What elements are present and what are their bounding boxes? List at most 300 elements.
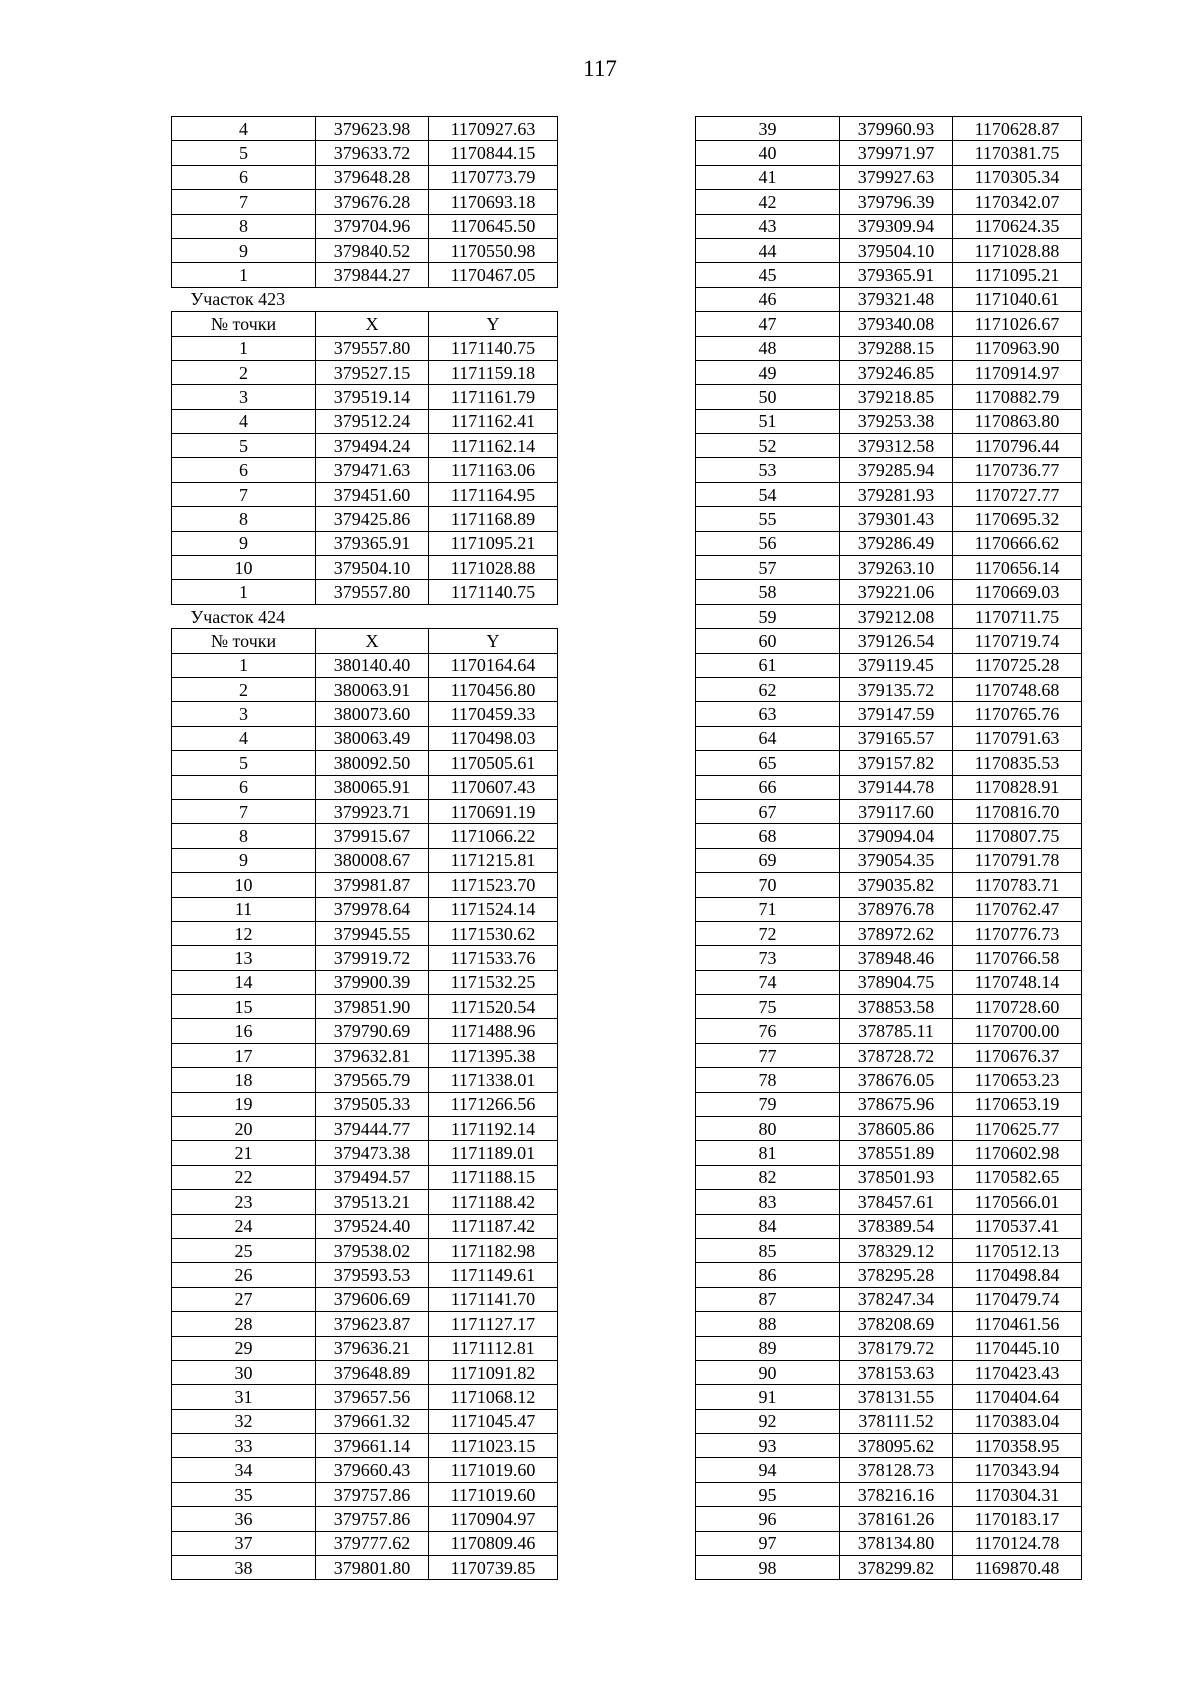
x-coordinate-cell: 379365.91 [840,263,953,287]
x-coordinate-cell: 379340.08 [840,312,953,336]
table-row [696,1556,1082,1580]
point-number-cell: 3 [172,385,316,409]
point-number-cell: 51 [696,409,840,433]
table-row [172,653,558,677]
y-coordinate-cell: 1170863.80 [953,409,1082,433]
table-row [172,458,558,482]
table-row [696,775,1082,799]
point-number-cell: 35 [172,1482,316,1506]
point-number-cell: 81 [696,1141,840,1165]
point-number-cell: 93 [696,1434,840,1458]
table-row [696,1287,1082,1311]
point-number-cell: 9 [172,238,316,262]
point-number-cell: 61 [696,653,840,677]
y-coordinate-cell: 1170693.18 [429,190,558,214]
x-coordinate-cell: 379451.60 [316,482,429,506]
y-coordinate-cell: 1170445.10 [953,1336,1082,1360]
table-row [696,1336,1082,1360]
x-coordinate-cell: 379519.14 [316,385,429,409]
y-coordinate-cell: 1171533.76 [429,946,558,970]
y-coordinate-cell: 1171532.25 [429,970,558,994]
x-coordinate-cell: 379557.80 [316,580,429,604]
y-coordinate-cell: 1170512.13 [953,1238,1082,1262]
x-coordinate-cell: 380008.67 [316,848,429,872]
table-row [172,1019,558,1043]
y-coordinate-cell: 1170766.58 [953,946,1082,970]
header-point-number-cell: № точки [172,312,316,336]
point-number-cell: 1 [172,263,316,287]
point-number-cell: 78 [696,1068,840,1092]
y-coordinate-cell: 1171159.18 [429,360,558,384]
table-row [696,604,1082,628]
x-coordinate-cell: 379494.24 [316,434,429,458]
x-coordinate-cell: 378728.72 [840,1043,953,1067]
table-row [172,1287,558,1311]
table-row [172,1409,558,1433]
table-row [696,434,1082,458]
point-number-cell: 7 [172,799,316,823]
point-number-cell: 10 [172,873,316,897]
table-row [696,824,1082,848]
table-row [696,1019,1082,1043]
y-coordinate-cell: 1170164.64 [429,653,558,677]
table-row [696,214,1082,238]
y-coordinate-cell: 1170343.94 [953,1458,1082,1482]
point-number-cell: 11 [172,897,316,921]
y-coordinate-cell: 1171066.22 [429,824,558,848]
y-coordinate-cell: 1170582.65 [953,1165,1082,1189]
point-number-cell: 37 [172,1531,316,1555]
point-number-cell: 80 [696,1117,840,1141]
x-coordinate-cell: 379126.54 [840,629,953,653]
table-row [172,751,558,775]
y-coordinate-cell: 1171188.42 [429,1190,558,1214]
x-coordinate-cell: 379035.82 [840,873,953,897]
table-row [696,312,1082,336]
y-coordinate-cell: 1170796.44 [953,434,1082,458]
y-coordinate-cell: 1170358.95 [953,1434,1082,1458]
point-number-cell: 83 [696,1190,840,1214]
table-row [696,141,1082,165]
y-coordinate-cell: 1171164.95 [429,482,558,506]
y-coordinate-cell: 1171068.12 [429,1385,558,1409]
y-coordinate-cell: 1171112.81 [429,1336,558,1360]
x-coordinate-cell: 379960.93 [840,117,953,141]
x-coordinate-cell: 380065.91 [316,775,429,799]
x-coordinate-cell: 379309.94 [840,214,953,238]
point-number-cell: 63 [696,702,840,726]
table-row [172,726,558,750]
point-number-cell: 48 [696,336,840,360]
y-coordinate-cell: 1170628.87 [953,117,1082,141]
x-coordinate-cell: 378551.89 [840,1141,953,1165]
table-row [696,1141,1082,1165]
y-coordinate-cell: 1170809.46 [429,1531,558,1555]
y-coordinate-cell: 1171523.70 [429,873,558,897]
x-coordinate-cell: 379212.08 [840,604,953,628]
point-number-cell: 67 [696,799,840,823]
x-coordinate-cell: 380063.49 [316,726,429,750]
point-number-cell: 64 [696,726,840,750]
y-coordinate-cell: 1170700.00 [953,1019,1082,1043]
x-coordinate-cell: 378329.12 [840,1238,953,1262]
table-row [172,1190,558,1214]
table-row [696,677,1082,701]
y-coordinate-cell: 1170505.61 [429,751,558,775]
point-number-cell: 43 [696,214,840,238]
y-coordinate-cell: 1171338.01 [429,1068,558,1092]
point-number-cell: 32 [172,1409,316,1433]
y-coordinate-cell: 1171163.06 [429,458,558,482]
y-coordinate-cell: 1170736.77 [953,458,1082,482]
table-row [696,1117,1082,1141]
table-row [696,336,1082,360]
y-coordinate-cell: 1170914.97 [953,360,1082,384]
y-coordinate-cell: 1170963.90 [953,336,1082,360]
table-row [172,897,558,921]
table-row [696,458,1082,482]
x-coordinate-cell: 379777.62 [316,1531,429,1555]
table-row [696,360,1082,384]
x-coordinate-cell: 379444.77 [316,1117,429,1141]
y-coordinate-cell: 1171395.38 [429,1043,558,1067]
x-coordinate-cell: 379527.15 [316,360,429,384]
point-number-cell: 16 [172,1019,316,1043]
section-title: Участок 423 [190,289,286,310]
y-coordinate-cell: 1170645.50 [429,214,558,238]
point-number-cell: 59 [696,604,840,628]
y-coordinate-cell: 1170765.76 [953,702,1082,726]
y-coordinate-cell: 1171192.14 [429,1117,558,1141]
y-coordinate-cell: 1170695.32 [953,507,1082,531]
x-coordinate-cell: 379094.04 [840,824,953,848]
y-coordinate-cell: 1170304.31 [953,1482,1082,1506]
x-coordinate-cell: 379927.63 [840,165,953,189]
y-coordinate-cell: 1170791.63 [953,726,1082,750]
point-number-cell: 9 [172,848,316,872]
section-title-row [172,604,558,628]
table-row [172,1165,558,1189]
point-number-cell: 85 [696,1238,840,1262]
x-coordinate-cell: 378501.93 [840,1165,953,1189]
point-number-cell: 38 [172,1556,316,1580]
point-number-cell: 94 [696,1458,840,1482]
point-number-cell: 55 [696,507,840,531]
x-coordinate-cell: 379919.72 [316,946,429,970]
table-row [696,1312,1082,1336]
y-coordinate-cell: 1170467.05 [429,263,558,287]
x-coordinate-cell: 379281.93 [840,482,953,506]
y-coordinate-cell: 1170666.62 [953,531,1082,555]
point-number-cell: 30 [172,1360,316,1384]
table-row [696,1409,1082,1433]
point-number-cell: 4 [172,409,316,433]
point-number-cell: 25 [172,1238,316,1262]
table-row [172,531,558,555]
x-coordinate-cell: 379704.96 [316,214,429,238]
x-coordinate-cell: 378904.75 [840,970,953,994]
x-coordinate-cell: 378095.62 [840,1434,953,1458]
table-row [696,1482,1082,1506]
x-coordinate-cell: 379636.21 [316,1336,429,1360]
y-coordinate-cell: 1170498.84 [953,1263,1082,1287]
table-row [696,751,1082,775]
x-coordinate-cell: 379790.69 [316,1019,429,1043]
table-row [696,995,1082,1019]
table-row [172,995,558,1019]
point-number-cell: 42 [696,190,840,214]
point-number-cell: 70 [696,873,840,897]
x-coordinate-cell: 379505.33 [316,1092,429,1116]
point-number-cell: 4 [172,117,316,141]
y-coordinate-cell: 1170711.75 [953,604,1082,628]
table-row [172,190,558,214]
y-coordinate-cell: 1170656.14 [953,556,1082,580]
table-row [696,946,1082,970]
table-row [172,1092,558,1116]
y-coordinate-cell: 1170381.75 [953,141,1082,165]
point-number-cell: 18 [172,1068,316,1092]
table-row [696,263,1082,287]
y-coordinate-cell: 1171182.98 [429,1238,558,1262]
point-number-cell: 2 [172,360,316,384]
x-coordinate-cell: 378948.46 [840,946,953,970]
table-row [696,726,1082,750]
point-number-cell: 24 [172,1214,316,1238]
x-coordinate-cell: 379513.21 [316,1190,429,1214]
y-coordinate-cell: 1170653.23 [953,1068,1082,1092]
table-row [172,507,558,531]
x-coordinate-cell: 379494.57 [316,1165,429,1189]
x-coordinate-cell: 379632.81 [316,1043,429,1067]
y-coordinate-cell: 1171488.96 [429,1019,558,1043]
point-number-cell: 9 [172,531,316,555]
table-header-row [172,629,558,653]
x-coordinate-cell: 379676.28 [316,190,429,214]
y-coordinate-cell: 1171141.70 [429,1287,558,1311]
y-coordinate-cell: 1170691.19 [429,799,558,823]
table-row [696,287,1082,311]
x-coordinate-cell: 379557.80 [316,336,429,360]
y-coordinate-cell: 1171161.79 [429,385,558,409]
x-coordinate-cell: 380140.40 [316,653,429,677]
point-number-cell: 72 [696,921,840,945]
table-row [696,629,1082,653]
point-number-cell: 29 [172,1336,316,1360]
y-coordinate-cell: 1170550.98 [429,238,558,262]
point-number-cell: 2 [172,677,316,701]
x-coordinate-cell: 379900.39 [316,970,429,994]
left-coordinates-table [171,116,558,1580]
x-coordinate-cell: 378853.58 [840,995,953,1019]
point-number-cell: 49 [696,360,840,384]
x-coordinate-cell: 379757.86 [316,1482,429,1506]
point-number-cell: 96 [696,1507,840,1531]
x-coordinate-cell: 378179.72 [840,1336,953,1360]
table-header-row [172,312,558,336]
table-row [696,1043,1082,1067]
point-number-cell: 3 [172,702,316,726]
point-number-cell: 4 [172,726,316,750]
x-coordinate-cell: 379981.87 [316,873,429,897]
table-row [172,409,558,433]
x-coordinate-cell: 379606.69 [316,1287,429,1311]
y-coordinate-cell: 1170404.64 [953,1385,1082,1409]
point-number-cell: 15 [172,995,316,1019]
y-coordinate-cell: 1170816.70 [953,799,1082,823]
point-number-cell: 52 [696,434,840,458]
x-coordinate-cell: 379971.97 [840,141,953,165]
point-number-cell: 23 [172,1190,316,1214]
y-coordinate-cell: 1171028.88 [953,238,1082,262]
point-number-cell: 56 [696,531,840,555]
point-number-cell: 73 [696,946,840,970]
x-coordinate-cell: 378299.82 [840,1556,953,1580]
y-coordinate-cell: 1170624.35 [953,214,1082,238]
table-row [172,921,558,945]
point-number-cell: 27 [172,1287,316,1311]
x-coordinate-cell: 378785.11 [840,1019,953,1043]
table-row [172,1531,558,1555]
table-row [172,1434,558,1458]
table-row [172,580,558,604]
table-row [172,1507,558,1531]
table-row [172,1214,558,1238]
x-coordinate-cell: 379301.43 [840,507,953,531]
y-coordinate-cell: 1170844.15 [429,141,558,165]
x-coordinate-cell: 378675.96 [840,1092,953,1116]
y-coordinate-cell: 1171530.62 [429,921,558,945]
point-number-cell: 1 [172,653,316,677]
y-coordinate-cell: 1171524.14 [429,897,558,921]
table-row [172,1556,558,1580]
table-row [696,1165,1082,1189]
x-coordinate-cell: 379246.85 [840,360,953,384]
x-coordinate-cell: 379840.52 [316,238,429,262]
x-coordinate-cell: 379661.32 [316,1409,429,1433]
x-coordinate-cell: 379253.38 [840,409,953,433]
point-number-cell: 95 [696,1482,840,1506]
x-coordinate-cell: 379473.38 [316,1141,429,1165]
point-number-cell: 40 [696,141,840,165]
y-coordinate-cell: 1170835.53 [953,751,1082,775]
y-coordinate-cell: 1170459.33 [429,702,558,726]
table-row [696,580,1082,604]
y-coordinate-cell: 1170607.43 [429,775,558,799]
x-coordinate-cell: 379512.24 [316,409,429,433]
table-row [172,1482,558,1506]
table-row [696,409,1082,433]
y-coordinate-cell: 1170124.78 [953,1531,1082,1555]
y-coordinate-cell: 1170727.77 [953,482,1082,506]
point-number-cell: 5 [172,751,316,775]
x-coordinate-cell: 379524.40 [316,1214,429,1238]
section-title-row [172,287,558,311]
table-row [172,1458,558,1482]
table-row [696,921,1082,945]
y-coordinate-cell: 1170828.91 [953,775,1082,799]
point-number-cell: 77 [696,1043,840,1067]
x-coordinate-cell: 380092.50 [316,751,429,775]
x-coordinate-cell: 378389.54 [840,1214,953,1238]
y-coordinate-cell: 1171266.56 [429,1092,558,1116]
table-row [172,1043,558,1067]
y-coordinate-cell: 1170423.43 [953,1360,1082,1384]
point-number-cell: 53 [696,458,840,482]
point-number-cell: 6 [172,458,316,482]
point-number-cell: 1 [172,336,316,360]
table-row [696,531,1082,555]
x-coordinate-cell: 379623.98 [316,117,429,141]
y-coordinate-cell: 1170748.14 [953,970,1082,994]
table-row [172,482,558,506]
x-coordinate-cell: 379321.48 [840,287,953,311]
point-number-cell: 46 [696,287,840,311]
y-coordinate-cell: 1171215.81 [429,848,558,872]
section-title: Участок 424 [190,606,286,627]
y-coordinate-cell: 1170566.01 [953,1190,1082,1214]
x-coordinate-cell: 379633.72 [316,141,429,165]
x-coordinate-cell: 378605.86 [840,1117,953,1141]
y-coordinate-cell: 1170927.63 [429,117,558,141]
point-number-cell: 91 [696,1385,840,1409]
point-number-cell: 66 [696,775,840,799]
table-row [172,1312,558,1336]
table-row [696,1238,1082,1262]
y-coordinate-cell: 1170728.60 [953,995,1082,1019]
x-coordinate-cell: 379285.94 [840,458,953,482]
point-number-cell: 58 [696,580,840,604]
table-row [696,507,1082,531]
y-coordinate-cell: 1170183.17 [953,1507,1082,1531]
point-number-cell: 8 [172,824,316,848]
y-coordinate-cell: 1171028.88 [429,556,558,580]
header-x-coordinate-cell: X [316,629,429,653]
y-coordinate-cell: 1170537.41 [953,1214,1082,1238]
table-row [696,848,1082,872]
x-coordinate-cell: 379471.63 [316,458,429,482]
y-coordinate-cell: 1170602.98 [953,1141,1082,1165]
point-number-cell: 7 [172,190,316,214]
x-coordinate-cell: 378131.55 [840,1385,953,1409]
y-coordinate-cell: 1170773.79 [429,165,558,189]
point-number-cell: 47 [696,312,840,336]
y-coordinate-cell: 1170776.73 [953,921,1082,945]
table-row [172,141,558,165]
y-coordinate-cell: 1171149.61 [429,1263,558,1287]
x-coordinate-cell: 379504.10 [316,556,429,580]
table-row [696,238,1082,262]
point-number-cell: 87 [696,1287,840,1311]
table-row [696,873,1082,897]
point-number-cell: 12 [172,921,316,945]
point-number-cell: 97 [696,1531,840,1555]
x-coordinate-cell: 379165.57 [840,726,953,750]
y-coordinate-cell: 1170739.85 [429,1556,558,1580]
table-row [172,360,558,384]
table-row [696,385,1082,409]
table-row [172,1385,558,1409]
y-coordinate-cell: 1171026.67 [953,312,1082,336]
table-row [172,214,558,238]
table-row [172,1141,558,1165]
x-coordinate-cell: 378111.52 [840,1409,953,1433]
x-coordinate-cell: 379263.10 [840,556,953,580]
point-number-cell: 71 [696,897,840,921]
y-coordinate-cell: 1170725.28 [953,653,1082,677]
x-coordinate-cell: 379054.35 [840,848,953,872]
x-coordinate-cell: 379425.86 [316,507,429,531]
